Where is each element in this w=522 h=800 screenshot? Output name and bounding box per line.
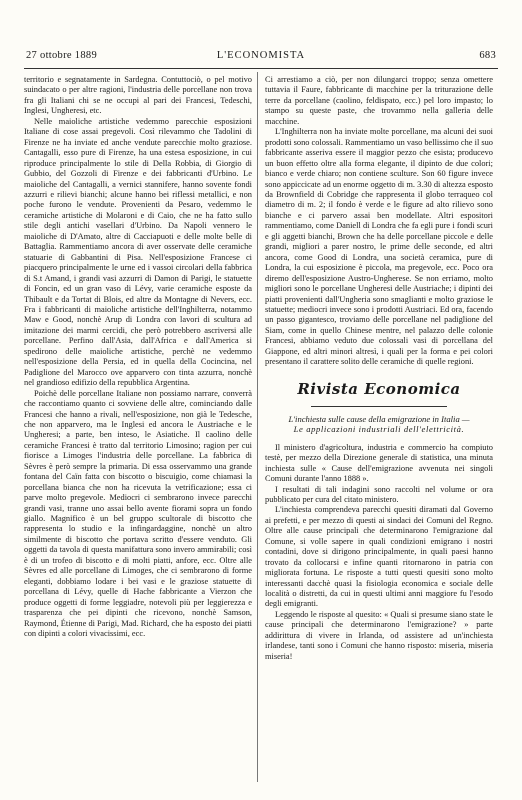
header-rule	[24, 68, 498, 69]
article-paragraph-2: I resultati di tali indagini sono raccolti nel volume or ora pubblicato per cura del citato ministero.	[265, 484, 493, 504]
page-header	[24, 50, 498, 66]
article-paragraph-1: Il ministero d'agricoltura, industria e commercio ha compiuto testè, per mezzo della Direzione generale di statistica, una minuta inchiesta sulle « Cause dell'emigrazione avvenuta nei singoli Comuni durante l'anno 1888 ».	[265, 442, 493, 484]
header-date: 27 ottobre 1889	[26, 50, 97, 61]
column-divider	[257, 72, 258, 782]
article-paragraph-3: L'inchiesta comprendeva parecchi quesiti diramati dal Governo ai prefetti, e per mezzo di questi ai sindaci dei Comuni del Regno. Oltre alle cause principali che determinarono l'emigrazione dal Comune, si volle sapere in quali condizioni emigrano i nostri contadini, dove si dirigono principalmente, in quali paesi hanno trovato da collocarsi e infine quanti ritornarono in patria con migliorata fortuna. Le risposte a tutti questi quesiti sono molto interessanti dacchè quasi la fisiologia economica e sociale delle località o distretti, da cui in questi ultimi anni maggiore fu l'esodo degli emigranti.	[265, 505, 493, 609]
section-rule	[311, 406, 448, 407]
right-column	[265, 75, 493, 662]
left-column	[24, 75, 252, 639]
left-paragraph-1: territorio e segnatamente in Sardegna. Contuttociò, o pel motivo suindacato o per altre ragioni, l'industria delle porcellane non trova fra gli Italiani chi se ne occupi al pari dei Francesi, Tedeschi, Inglesi, Ungheresi, etc.	[24, 75, 252, 116]
article-title-line-2: Le applicazioni industriali dell'elettricità.	[293, 424, 465, 435]
right-paragraph-1: Ci arrestiamo a ciò, per non dilungarci troppo; senza omettere tuttavia il Faure, fabbricante di macchine per la triturazione delle terre da porcellane (caolino, feldispato, ecc.) pel loro impasto; lo stampo su queste paste, che trovammo nella galleria delle macchine.	[265, 75, 493, 126]
article-paragraph-4: Leggendo le risposte al quesito: « Quali si presume siano state le cause principali che determinarono l'emigrazione? » parte addirittura di vivere in Irlanda, od assistere ad un'inchiesta irlandese, tanti sono i Comuni che hanno risposto: miseria, miseria miseria!	[265, 609, 493, 661]
right-paragraph-2: L'Inghilterra non ha inviate molte porcellane, ma alcuni dei suoi prodotti sono colossali. Rammentiamo un vaso bellissimo che il suo fabbricante asseriva essere il maggior pezzo che esista; producevo un buon effetto oltre alla forma elegante, il dipinto de due colori; bianco e verde chiaro; non contiene sculture. Son 60 figure invece sono appiccicate ad un enorme oggetto di m. 3.30 di altezza esposto da Brownfield di Cobridge che rappresenta il globo terraqueo col diametro di m. 2; il fondo è verde e le figure ad alto rilievo sono bianche e ci parvero assai ben modellate. Altri espositori rammentiamo, come Daniell di Londra che fa egli pure i fondi scuri e gli aggetti bianchi, Brown che ha delle porcellane piccole e delle grandi, migliori a parer nostro, le prime delle seconde, ed altri ancora, come Good di Londra, una società ceramica, pure di Londra, la cui esposizione è piccola, ma pregevole, ecc. Poco ora diremo dell'esposizione Austro-Ungherese. Se non erriamo, molto migliori sono le porcellane Ungheresi delle Austriache; i dipinti dei piatti provenienti dall'Ungheria sono smaglianti e molto graziose le statuette; mediocri invece sono i prodotti Austriaci. Ed ora, facendo un passo gigantesco, troviamo delle porcellane nel padiglione del Siam, come in quello Chinese mentre, nel palazzo delle colonie Francesi, abbiamo veduto due colossali vasi di porcellana del Giappone, ed altri minori altresì, i quali per la forma e pei colori presentano il carattere solito delle ceramiche di quelle regioni.	[265, 127, 493, 367]
article-title	[265, 414, 493, 435]
left-paragraph-2: Nelle maioliche artistiche vedemmo parecchie esposizioni Italiane di cose assai pregevoli. Così rilevammo che Tadolini di Firenze ne ha inviate ed anche vendute parecchie molto graziose. Cantagalli, esso pure di Firenze, ha una estesa esposizione, in cui riproduce principalmente lo stile di Della Robbia, di Giorgio di Gubbio, del Gozzoli di Firenze e dei fabbricanti d'Urbino. Le maioliche del Cantagalli, a vernici stannifere, hanno sovente fondi azzurri e rilievi bianchi; alcune hanno bei riflessi metallici, e non poche furono le vendute. Provenienti da Pesaro, vedemmo le ceramiche artistiche di Molaroni e di Caio, che ne ha fatto sullo stile degli antichi vasellari d'Urbino. Da Napoli vennero le maioliche di D'Amato, altre di Cacciapuoti e delle molte belle di Battaglia. Rammentiamo ancora di aver osservate delle ceramiche statuarie di Gabbantini di Pisa. Nell'esposizione Francese ci piacquero principalmente le urne ed i vassoi circolari della fabbrica di S.t Amand, i grandi vasi azzurri di Damon di Parigi, le statuette di Foncin, ed un gran vaso di Lévy, varie ceramiche esposte da Thibault e da Tortat di Blois, ed altre da Montagne di Nevers, ecc. Fra i fabbricanti di maioliche artistiche dell'Inghilterra, notammo Maw e Good, nonchè Arup di Londra con lavori di scultura ad imitazione dei marmi cercidi, che però potrebbero ascriversi alle porcellane. Perfino dall'Asia, dall'Africa e dall'America si spedirono delle maioliche artistiche, perchè ne vedemmo nell'esposizione della Persia, ed in quella della Cocincina, nel Padiglione del Marocco ove apparvero con tinta azzurra, nonchè nel grandioso edifizio della repubblica Argentina.	[24, 116, 252, 388]
section-title: Rivista Economica	[297, 379, 461, 398]
left-paragraph-3: Poichè delle porcellane Italiane non possiamo narrare, converrà che raccontiamo quanto ci sovviene delle altre, cominciando dalle Francesi che hanno a rivali, nell'esposizione, non già le Tedesche, che non apparvero, ma le Inglesi ed ancora le Austriache e le Ungheresi; a parte, ben inteso, le Asiatiche. Il caolino delle ceramiche Francesi è tratto dal territorio Limosino; ragion per cui fiorisce a Limoges l'industria delle porcellane. La fabbrica di Sèvres è però sempre la primaria. Di essa osservammo una grande fontana del Caïn fatta con biscotto o biscuigio, come chiamasi la porcellana bianca che non ha ricevuta la vetrificazione; essa ci parve molto pregevole. Mediocri ci sembrarono invece parecchi grandi vasi, tranne uno assai bello avente fiorami sopra un fondo giallo. Magnifico è un bel gruppo scultorale di biscotto che rappresenta lo studio e la infingardaggine, nonchè un altro similmente di biscotto che portava scritto d'essere venduto. Gli oggetti da tavola di questa manifattura sono invero ammirabili; così è di un trofeo di biscotto e di molti piatti, anfore, ecc. Oltre alle Sèvres ed alle porcellane di Limoges, che ci sembrarono di forme eleganti, dobbiamo lodare i bei vasi e le graziose statuette di porcellana di Lévy, quelle di Hache fabbricante a Vierzon che produce oggetti di forme leggiadre, notevoli più per leggierezza e trasparenza che pei dipinti che ricevono, nonchè Samson, Raymond, Étienne di Parigi, Mad. Richard, che ha esposto dei piatti con dipinti a colori vivacissimi, ecc.	[24, 388, 252, 639]
journal-title: L'ECONOMISTA	[216, 50, 306, 61]
page-number: 683	[479, 50, 496, 61]
article-title-line-1: L'inchiesta sulle cause della emigrazione in Italia —	[288, 413, 470, 424]
